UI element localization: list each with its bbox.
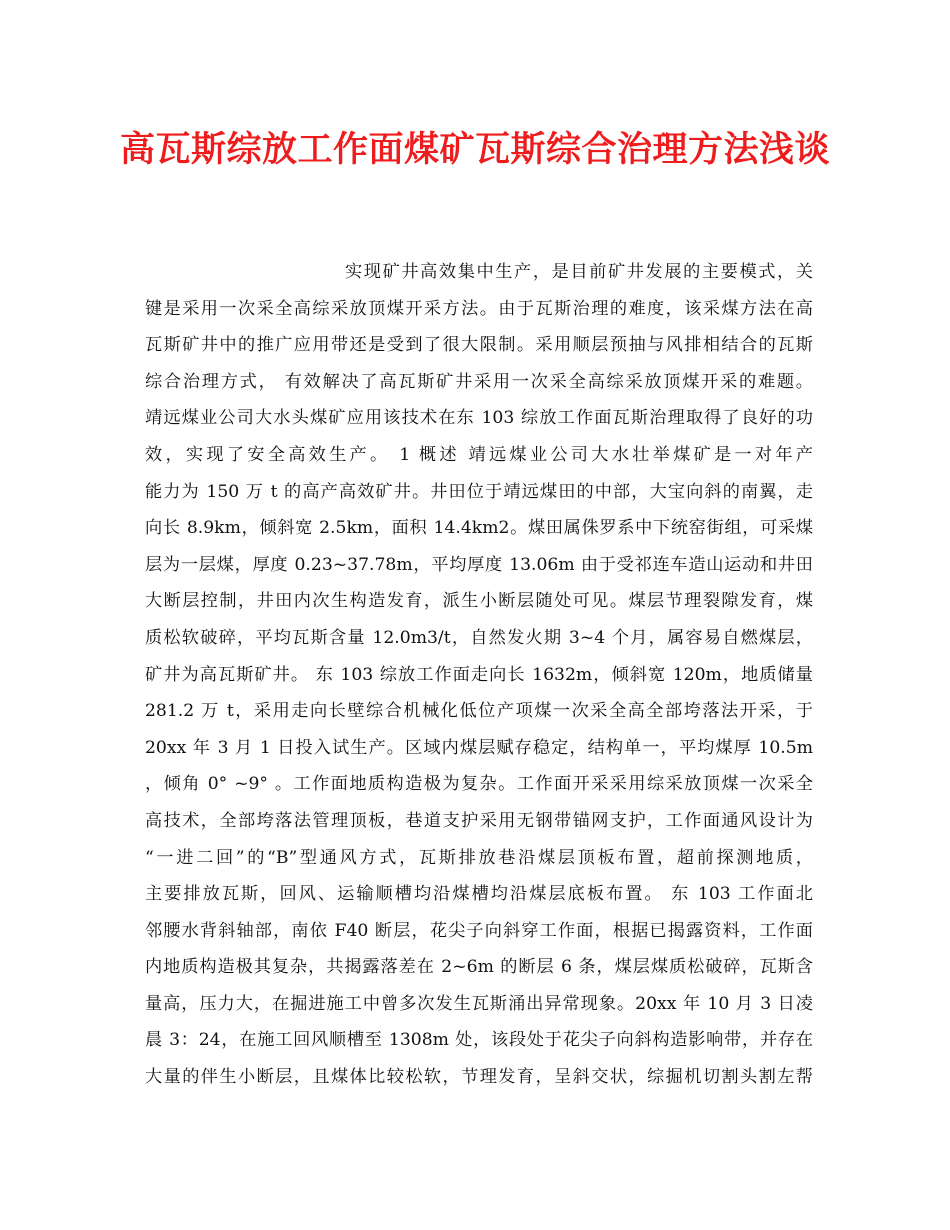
body-line: 瓦斯矿井中的推广应用带还是受到了很大限制。采用顺层预抽与风排相结合的瓦斯 [145,335,813,356]
body-line: 矿井为高瓦斯矿井。 东 103 综放工作面走向长 1632m，倾斜宽 120m，地质储量 [145,664,813,685]
body-line: 质松软破碎，平均瓦斯含量 12.0m3/t，自然发火期 3~4 个月，属容易自燃煤层， [145,627,813,648]
body-line: 高技术，全部垮落法管理顶板，巷道支护采用无钢带锚网支护，工作面通风设计为 [145,810,813,831]
body-line: 综合治理方式， 有效解决了高瓦斯矿井采用一次采全高综采放顶煤开采的难题。 [145,371,813,392]
body-line: 281.2 万 t，采用走向长壁综合机械化低位产项煤一次采全高全部垮落法开采，于 [145,701,813,722]
body-line: 层为一层煤，厚度 0.23~37.78m，平均厚度 13.06m 由于受祁连车造山运动和井田 [145,554,813,575]
body-line: 主要排放瓦斯，回风、运输顺槽均沿煤槽均沿煤层底板布置。 东 103 工作面北 [145,884,813,905]
body-line: 大断层控制，井田内次生构造发育，派生小断层随处可见。煤层节理裂隙发育，煤 [145,591,813,612]
body-line: “一进二回”的“B”型通风方式，瓦斯排放巷沿煤层顶板布置，超前探测地质， [145,847,813,868]
body-line: 量高，压力大，在掘进施工中曾多次发生瓦斯涌出异常现象。20xx 年 10 月 3 日凌 [145,993,813,1014]
document-body [145,254,813,1096]
body-line: 效，实现了安全高效生产。 1 概述 靖远煤业公司大水壮举煤矿是一对年产 [145,444,813,465]
body-line: 大量的伴生小断层，且煤体比较松软，节理发育，呈斜交状，综掘机切割头割左帮 [145,1067,813,1088]
body-line: 能力为 150 万 t 的高产高效矿井。井田位于靖远煤田的中部，大宝向斜的南翼，走 [145,481,813,502]
body-line: 20xx 年 3 月 1 日投入试生产。区域内煤层赋存稳定，结构单一，平均煤厚 10.5m [145,737,813,758]
body-line: 晨 3：24，在施工回风顺槽至 1308m 处，该段处于花尖子向斜构造影响带，并存在 [145,1030,813,1051]
body-line: 靖远煤业公司大水头煤矿应用该技术在东 103 综放工作面瓦斯治理取得了良好的功 [145,408,813,429]
document-title: 高瓦斯综放工作面煤矿瓦斯综合治理方法浅谈 [120,129,831,170]
body-line: 内地质构造极其复杂，共揭露落差在 2~6m 的断层 6 条，煤层煤质松破碎，瓦斯含 [145,957,813,978]
body-line: 实现矿井高效集中生产，是目前矿井发展的主要模式，关 [345,262,813,282]
body-line: 邻腰水背斜轴部，南依 F40 断层，花尖子向斜穿工作面，根据已揭露资料，工作面 [145,920,813,941]
body-line: ，倾角 0° ~9° 。工作面地质构造极为复杂。工作面开采采用综采放顶煤一次采全 [145,774,813,795]
body-line: 键是采用一次采全高综采放顶煤开采方法。由于瓦斯治理的难度，该采煤方法在高 [145,298,813,319]
body-line: 向长 8.9km，倾斜宽 2.5km，面积 14.4km2。煤田属侏罗系中下统窑街组，可采煤 [145,518,813,539]
